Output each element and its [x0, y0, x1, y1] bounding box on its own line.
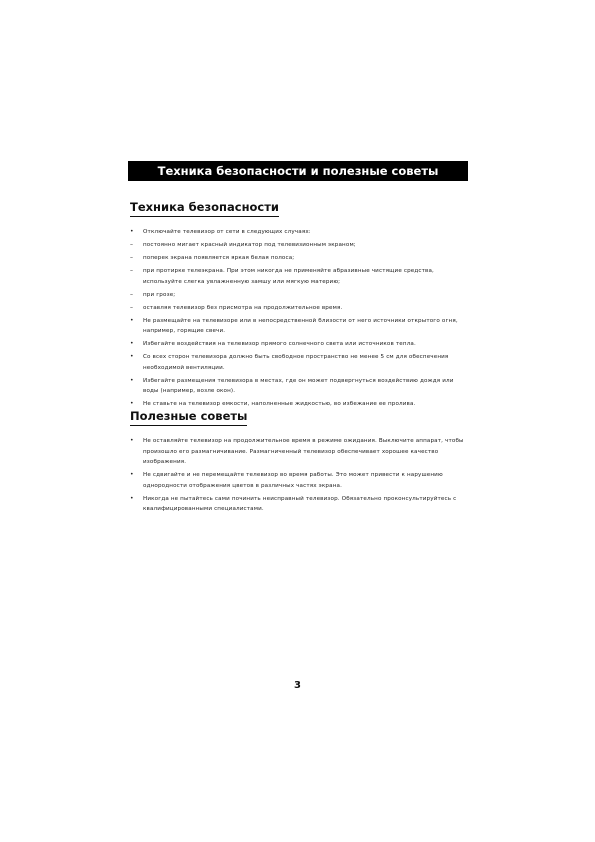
- tips-heading: Полезные советы: [130, 409, 247, 426]
- list-item-text: Избегайте воздействия на телевизор прямого солнечного света или источников тепла.: [143, 341, 416, 347]
- list-item-text: Никогда не пытайтесь сами починить неисправный телевизор. Обязательно проконсультируйтесь с квалифицированными специалистами.: [143, 495, 457, 512]
- bullet-marker: •: [130, 400, 134, 407]
- list-item-text: при протирке телеэкрана. При этом никогда не применяйте абразивные чистящие средства, используйте слегка увлажненную замшу или мягкую материю;: [143, 268, 434, 285]
- page-banner: [128, 161, 468, 181]
- list-item: [130, 266, 470, 287]
- list-item: [130, 316, 470, 337]
- list-item-text: Не оставляйте телевизор на продолжительное время в режиме ожидания. Выключите аппарат, чтобы произошло его размагничивание. Размагниченный телевизор обеспечивает хорошее качество изображения.: [143, 438, 464, 465]
- list-item-text: Избегайте размещения телевизора в местах, где он может подвергнуться воздействию дождя или воды (например, возле окон).: [143, 377, 454, 394]
- list-item: [130, 376, 470, 397]
- page-number: 3: [294, 680, 301, 691]
- list-item: [130, 339, 470, 350]
- bullet-marker: •: [130, 353, 134, 360]
- bullet-marker: •: [130, 316, 134, 324]
- list-item-text: Не ставьте на телевизор емкости, наполненные жидкостью, во избежание ее пролива.: [143, 401, 416, 407]
- list-item: [130, 470, 470, 491]
- safety-heading: Техника безопасности: [130, 200, 279, 217]
- bullet-marker: •: [130, 471, 134, 478]
- list-item: [130, 494, 470, 515]
- bullet-marker: •: [130, 340, 134, 347]
- bullet-marker: •: [130, 228, 134, 235]
- safety-section: [130, 196, 470, 410]
- list-item: [130, 227, 470, 238]
- bullet-marker: •: [130, 494, 134, 502]
- dash-marker: –: [130, 303, 134, 311]
- list-item-text: Со всех сторон телевизора должно быть свободное пространство не менее 5 см для обеспечения необходимой вентиляции.: [143, 354, 449, 371]
- safety-list: [130, 227, 470, 410]
- tips-section: [130, 405, 470, 515]
- list-item: [130, 240, 470, 251]
- dash-marker: –: [130, 290, 134, 298]
- dash-marker: –: [130, 254, 134, 261]
- list-item-text: постоянно мигает красный индикатор под телевизионным экраном;: [143, 242, 356, 248]
- list-item-text: Не размещайте на телевизоре или в непосредственной близости от него источники открытого огня, например, горящие свечи.: [143, 317, 458, 334]
- list-item: [130, 303, 470, 314]
- list-item-text: Не сдвигайте и не перемещайте телевизор во время работы. Это может привести к нарушению однородности отображения цветов в различных частях экрана.: [143, 472, 443, 489]
- list-item: [130, 253, 470, 264]
- list-item-text: при грозе;: [143, 291, 176, 298]
- list-item: [130, 290, 470, 301]
- tips-list: [130, 436, 470, 515]
- list-item-text: оставляя телевизор без присмотра на продолжительное время.: [143, 304, 343, 311]
- bullet-marker: •: [130, 376, 134, 384]
- dash-marker: –: [130, 241, 134, 248]
- list-item: [130, 436, 470, 468]
- list-item-text: Отключайте телевизор от сети в следующих случаях:: [143, 229, 311, 235]
- bullet-marker: •: [130, 437, 134, 444]
- dash-marker: –: [130, 267, 134, 274]
- list-item: [130, 352, 470, 373]
- list-item-text: поперек экрана появляется яркая белая полоса;: [143, 255, 295, 261]
- banner-title: Техника безопасности и полезные советы: [157, 164, 439, 178]
